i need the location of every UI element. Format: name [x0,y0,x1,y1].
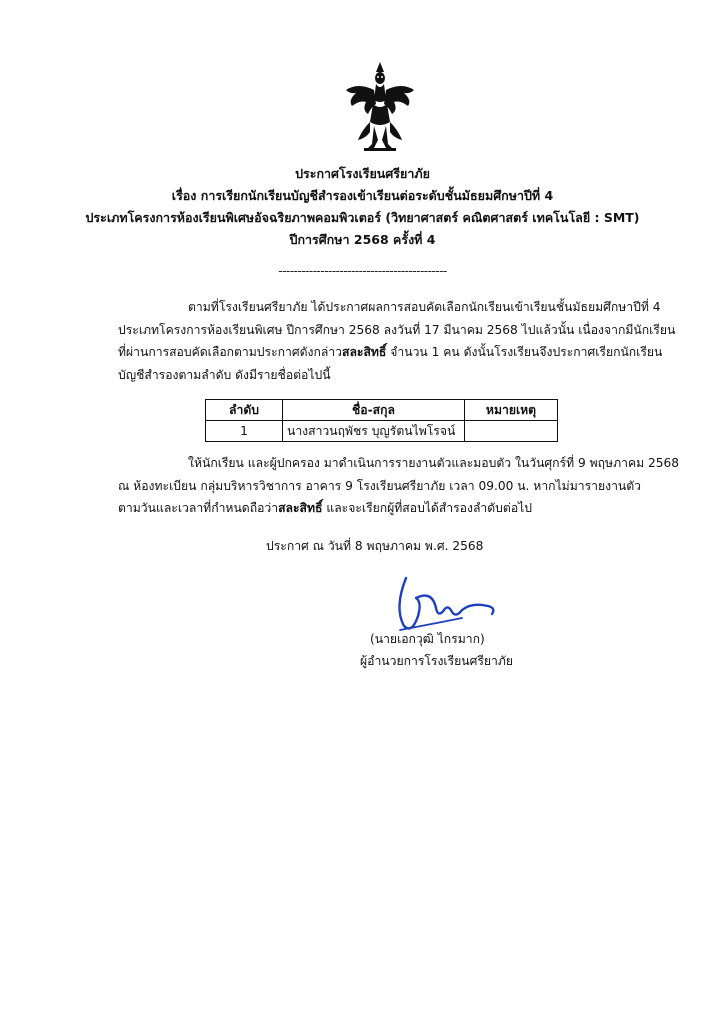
table-header-row [206,400,558,421]
announcement-date: ประกาศ ณ วันที่ 8 พฤษภาคม พ.ศ. 2568 [266,539,484,553]
column-header-order: ลำดับ [206,400,283,421]
paragraph-text: ตามวันและเวลาที่กำหนดถือว่า [118,501,279,515]
signer-position: ผู้อำนวยการโรงเรียนศรียาภัย [360,654,514,668]
cell-order: 1 [206,421,283,442]
paragraph-instructions [118,452,680,520]
divider-line: -------------------------------------------- [278,264,447,278]
paragraph-line: ประเภทโครงการห้องเรียนพิเศษ ปีการศึกษา 2568 ลงวันที่ 17 มีนาคม 2568 ไปแล้วนั้น เนื่องจากมีนักเรียน [118,322,676,337]
signer-block [360,628,513,672]
program-name: ประเภทโครงการห้องเรียนพิเศษอัจฉริยภาพคอมพิวเตอร์ (วิทยาศาสตร์ คณิตศาสตร์ เทคโนโลยี : SMT) [85,210,640,225]
garuda-emblem [340,60,420,152]
paragraph-text: จำนวน 1 คน ดังนั้นโรงเรียนจึงประกาศเรียกนักเรียน [386,345,663,359]
paragraph-line [118,341,663,364]
cell-remark [465,421,558,442]
paragraph-line: ให้นักเรียน และผู้ปกครอง มาดำเนินการรายงานตัวและมอบตัว ในวันศุกร์ที่ 9 พฤษภาคม 2568 [188,456,680,470]
column-header-name: ชื่อ-สกุล [283,400,465,421]
forfeit-emphasis: สละสิทธิ์ [278,501,323,515]
announcement-subject: เรื่อง การเรียกนักเรียนบัญชีสำรองเข้าเรียนต่อระดับชั้นมัธยมศึกษาปีที่ 4 [171,188,554,203]
column-header-remark: หมายเหตุ [465,400,558,421]
signer-name: (นายเอกวุฒิ ไกรมาก) [370,632,485,646]
paragraph-text: ที่ผ่านการสอบคัดเลือกตามประกาศดังกล่าว [118,345,342,359]
cell-name: นางสาวนฤพัชร บุญรัตนไพโรจน์ [283,421,465,442]
paragraph-text: และจะเรียกผู้ที่สอบได้สำรองลำดับต่อไป [322,501,533,515]
table-row [206,421,558,442]
paragraph-intro [118,296,676,386]
academic-year: ปีการศึกษา 2568 ครั้งที่ 4 [289,232,436,247]
student-table [205,399,558,442]
forfeit-emphasis: สละสิทธิ์ [342,345,387,359]
announcement-title: ประกาศโรงเรียนศรียาภัย [295,166,430,181]
paragraph-line: ตามที่โรงเรียนศรียาภัย ได้ประกาศผลการสอบคัดเลือกนักเรียนเข้าเรียนชั้นมัธยมศึกษาปีที่ 4 [188,300,661,314]
paragraph-line: บัญชีสำรองตามลำดับ ดังมีรายชื่อต่อไปนี้ [118,367,331,382]
paragraph-line: ณ ห้องทะเบียน กลุ่มบริหารวิชาการ อาคาร 9 โรงเรียนศรียาภัย เวลา 09.00 น. หากไม่มารายงานตัว [118,478,642,493]
paragraph-line [118,497,633,520]
